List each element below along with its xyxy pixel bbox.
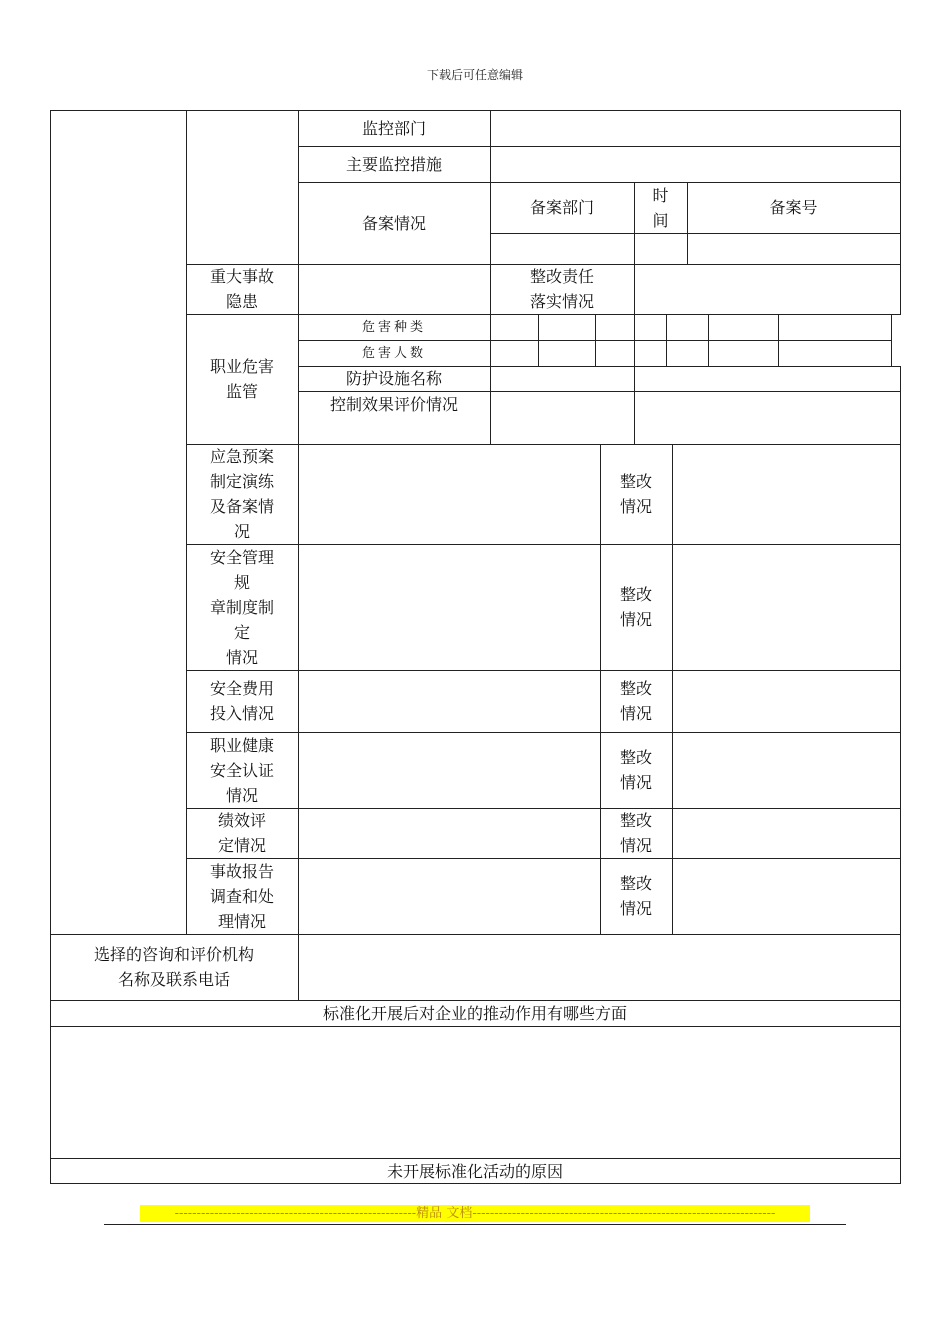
footer-rule bbox=[104, 1224, 846, 1225]
rectify-status-label: 整改 情况 bbox=[619, 748, 652, 792]
table-rule bbox=[186, 314, 901, 315]
table-rule bbox=[298, 182, 901, 183]
rectify-responsibility-label: 整改责任 落实情况 bbox=[529, 267, 594, 311]
monitor-measures-value[interactable] bbox=[490, 146, 900, 182]
hazard-type-label: 危害种类 bbox=[361, 319, 426, 335]
table-rule bbox=[186, 808, 901, 809]
table-rule bbox=[298, 146, 901, 147]
table-rule bbox=[595, 314, 596, 367]
table-rule bbox=[50, 1000, 901, 1001]
filing-no-header: 备案号 bbox=[769, 198, 818, 217]
table-rule bbox=[298, 110, 299, 1001]
table-rule bbox=[186, 544, 901, 545]
rectify-status-label: 整改 情况 bbox=[619, 472, 652, 516]
section-label: 绩效评 定情况 bbox=[217, 811, 266, 855]
table-rule bbox=[186, 858, 901, 859]
rectify-status-label: 整改 情况 bbox=[619, 811, 652, 855]
major-hazard-label: 重大事故 隐患 bbox=[209, 267, 274, 311]
table-rule bbox=[900, 366, 901, 445]
monitor-measures-label: 主要监控措施 bbox=[345, 154, 442, 174]
table-rule bbox=[600, 444, 601, 935]
table-rule bbox=[298, 366, 901, 367]
section-label: 事故报告 调查和处 理情况 bbox=[209, 861, 274, 931]
table-rule bbox=[708, 314, 709, 367]
protection-name-label: 防护设施名称 bbox=[345, 369, 442, 388]
control-eval-label: 控制效果评价情况 bbox=[329, 394, 458, 414]
rectify-status-label: 整改 情况 bbox=[619, 679, 652, 723]
hazard-count-label: 危害人数 bbox=[361, 345, 426, 361]
table-rule bbox=[50, 1183, 901, 1184]
table-rule bbox=[538, 314, 539, 367]
table-rule bbox=[490, 264, 491, 315]
table-rule bbox=[490, 314, 491, 445]
table-rule bbox=[50, 110, 901, 111]
filing-label: 备案情况 bbox=[361, 213, 426, 233]
table-rule bbox=[50, 934, 901, 935]
page-header: 下载后可任意编辑 bbox=[426, 68, 523, 82]
table-rule bbox=[50, 1158, 901, 1159]
table-rule bbox=[900, 110, 901, 315]
monitor-dept-value[interactable] bbox=[490, 110, 900, 146]
section-label: 安全管理 规 章制度制 定 情况 bbox=[209, 547, 274, 667]
table-rule bbox=[891, 314, 892, 367]
table-rule bbox=[186, 264, 901, 265]
consult-label: 选择的咨询和评价机构 名称及联系电话 bbox=[93, 945, 254, 989]
table-rule bbox=[186, 670, 901, 671]
section-label: 应急预案 制定演练 及备案情 况 bbox=[209, 447, 274, 541]
table-rule bbox=[634, 264, 635, 315]
table-rule bbox=[186, 110, 187, 935]
section-label: 安全费用 投入情况 bbox=[209, 679, 274, 723]
reason-label: 未开展标准化活动的原因 bbox=[386, 1161, 563, 1181]
filing-time-header: 时 间 bbox=[652, 185, 669, 230]
table-rule bbox=[490, 110, 491, 265]
table-rule bbox=[50, 1026, 901, 1027]
table-rule bbox=[50, 110, 51, 1184]
table-rule bbox=[490, 233, 901, 234]
table-rule bbox=[672, 444, 673, 935]
table-rule bbox=[634, 314, 635, 445]
table-rule bbox=[900, 444, 901, 1184]
rectify-status-label: 整改 情况 bbox=[619, 585, 652, 629]
promotion-label: 标准化开展后对企业的推动作用有哪些方面 bbox=[322, 1003, 627, 1023]
filing-dept-header: 备案部门 bbox=[529, 198, 594, 217]
monitor-dept-label: 监控部门 bbox=[361, 118, 426, 138]
table-rule bbox=[666, 314, 667, 367]
footer-banner: -------------------------------------------------------精品 文档--------------------------------------------------------------------- bbox=[140, 1205, 810, 1222]
table-rule bbox=[186, 444, 901, 445]
table-rule bbox=[634, 182, 635, 265]
section-label: 职业健康 安全认证 情况 bbox=[209, 735, 274, 805]
table-rule bbox=[298, 391, 901, 392]
rectify-status-label: 整改 情况 bbox=[619, 874, 652, 918]
table-rule bbox=[687, 182, 688, 265]
table-rule bbox=[186, 732, 901, 733]
occupational-label: 职业危害 监管 bbox=[209, 357, 274, 401]
table-rule bbox=[778, 314, 779, 367]
